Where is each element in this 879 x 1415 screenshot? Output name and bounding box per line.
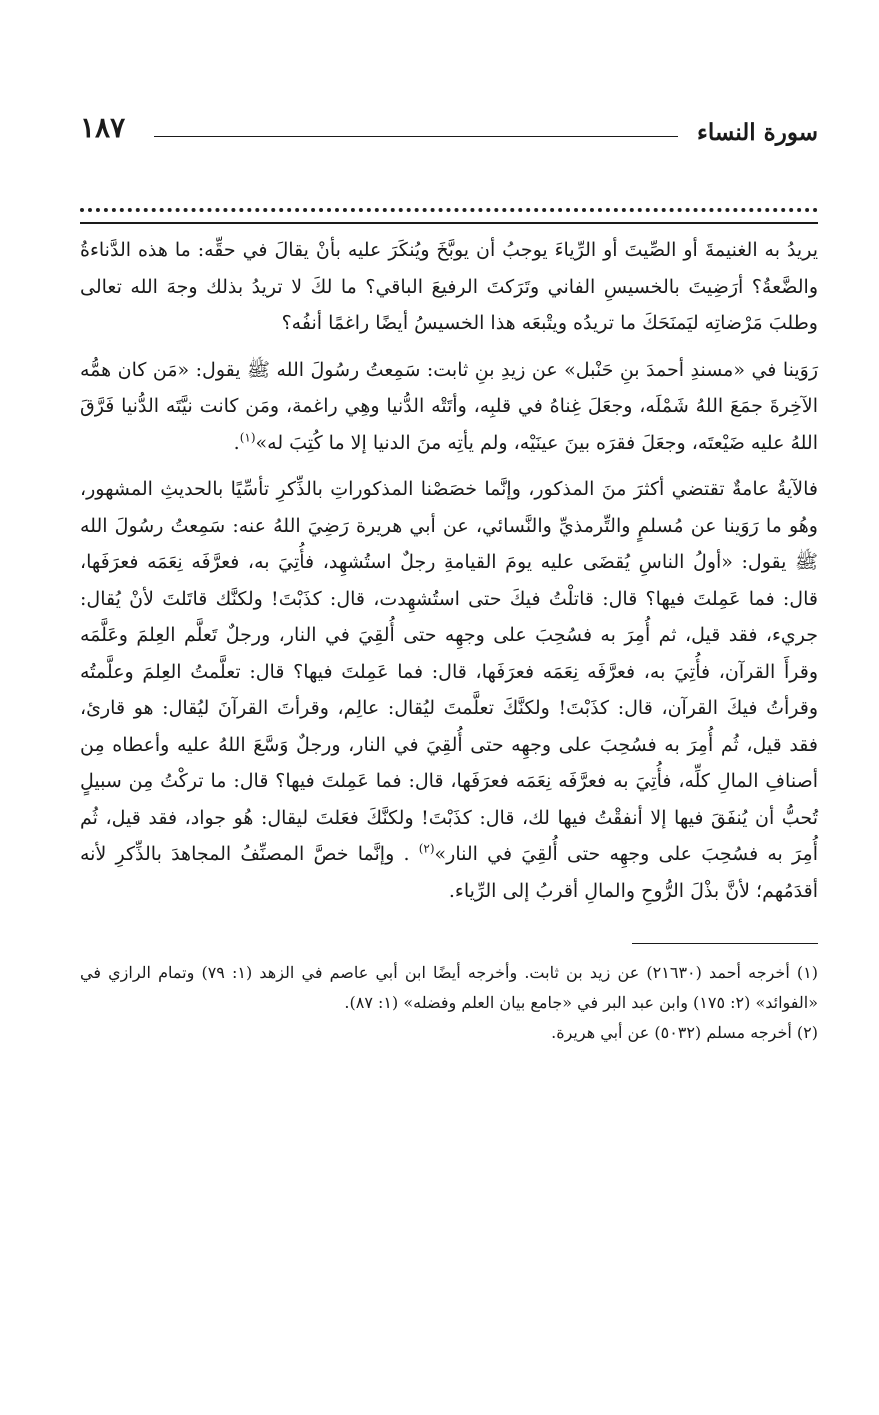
paragraph: رَوَينا في «مسندِ أحمدَ بنِ حَنْبل» عن زيدِ بنِ ثابت: سَمِعتُ رسُولَ الله ﷺ يقول: «مَن كان همُّه الآخِرةَ جمَعَ اللهُ شَمْلَه، وجعَلَ غِناهُ في قلبِه، وأتَتْه الدُّنيا وهِي راغمة، ومَن كانت نيَّتَه الدُّنيا فَرَّقَ اللهُ عليه ضَيْعتَه، وجعَلَ فقرَه بينَ عينَيْه، ولم يأتِه منَ الدنيا إلا ما كُتِبَ له»$^{(١)}$. [80, 358, 818, 454]
footnote: (١) أخرجه أحمد (٢١٦٣٠) عن زيد بن ثابت. وأخرجه أيضًا ابن أبي عاصم في الزهد (١: ٧٩) وتمام الرازي في «الفوائد» (٢: ١٧٥) وابن عبد البر في «جامع بيان العلم وفضله» (١: ٨٧). [80, 963, 818, 1012]
surah-title: سورة النساء [697, 119, 818, 146]
text-separator-rule [80, 222, 818, 224]
book-page [80, 108, 818, 1048]
footnote-ref[interactable]: (١) [239, 430, 256, 445]
footnote-separator [632, 943, 818, 944]
paragraph [80, 471, 818, 909]
paragraph-text: يريدُ به الغنيمةَ أو الصِّيتَ أو الرِّياءَ يوجبُ أن يوبَّخَ ويُنكَرَ عليه بأنْ يقالَ في حقِّه: ما هذه الدَّناءةُ والضَّعةُ؟ أرَضِيتَ بالخسيسِ الفاني وتَرَكتَ الرفيعَ الباقي؟ ما لكَ لا تريدُ بذلك وجهَ الله تعالى وطلبَ مَرْضاتِه ليَمنَحَكَ ما تريدُه ويتْبعَه هذا الخسيسُ أيضًا راغمًا أنفُه؟ [80, 239, 818, 334]
page-number: ١٨٧ [80, 111, 126, 144]
header-rule [154, 136, 678, 137]
footnote-ref[interactable]: (٢) [418, 841, 435, 856]
dotted-separator [80, 198, 818, 212]
running-header [80, 108, 818, 152]
footnote: (٢) أخرجه مسلم (٥٠٣٢) عن أبي هريرة. [551, 1023, 818, 1042]
paragraph-text: فالآيةُ عامةٌ تقتضي أكثرَ منَ المذكور، وإنَّما خصَصْنا المذكوراتِ بالذِّكرِ تأسِّيًا بالحديثِ المشهور، وهُو ما رَوَينا عن مُسلمٍ والتِّرمذيِّ والنَّسائي، عن أبي هريرة رَضِيَ اللهُ عنه: سَمِعتُ رسُولَ الله ﷺ يقول: «أولُ الناسِ يُقضَى عليه يومَ القيامةِ رجلٌ استُشهِد، فأُتِيَ به، فعرَّفَه نِعَمَه فعرَفَها، قال: فما عَمِلتَ فيها؟ قال: قاتلْتُ فيكَ حتى استُشهِدت، قال: كذَبْتَ! ولكنَّك قاتَلتَ لأنْ يُقال: جريء، فقد قيل، ثم أُمِرَ به فسُحِبَ على وجهِه حتى أُلقِيَ في النار، ورجلٌ تَعلَّم العِلمَ وعَلَّمَه وقرأَ القرآن، فأُتِيَ به، فعرَّفَه نِعَمَه فعرَفَها، قال: فما عَمِلتَ فيها؟ قال: تعلَّمتُ العِلمَ وعلَّمتُه وقرأتُ فيكَ القرآن، قال: كذَبْتَ! ولكنَّكَ تعلَّمتَ ليُقال: عالِم، وقرأتَ القرآنَ ليُقال: هو قارئ، فقد قيل، ثُم أُمِرَ به فسُحِبَ على وجهِه حتى أُلقِيَ في النار، ورجلٌ وَسَّعَ اللهُ عليه وأعطاه مِن أصنافِ المالِ كلِّه، فأُتِيَ به فعرَّفَه نِعَمَه فعرَفَها، قال: فما عَمِلتَ فيها؟ قال: ما تركْتُ مِن سبيلٍ تُحبُّ أن يُنفَقَ فيها إلا أنفقْتُ فيها لك، قال: كذَبْتَ! ولكنَّكَ فعَلتَ ليقال: هُو جواد، فقد قيل، ثُم أُمِرَ به فسُحِبَ على وجهِه حتى أُلقِيَ في النار» [80, 478, 818, 865]
main-text [80, 232, 818, 909]
paragraph-text: . وإنَّما خصَّ المصنِّفُ المجاهدَ بالذِّكرِ لأنه أقدَمُهم؛ لأنَّ بذْلَ الرُّوحِ والمالِ أقربُ إلى الرِّياء. [80, 843, 818, 902]
paragraph-text: رَوَينا في «مسندِ أحمدَ بنِ حَنْبل» عن زيدِ بنِ ثابت: سَمِعتُ رسُولَ الله ﷺ يقول: «مَن كان همُّه الآخِرةَ جمَعَ اللهُ شَمْلَه، وجعَلَ غِناهُ في قلبِه، وأتَتْه الدُّنيا وهِي راغمة، ومَن كانت نيَّتَه الدُّنيا فَرَّقَ اللهُ عليه ضَيْعتَه، وجعَلَ فقرَه بينَ عينَيْه، ولم يأتِه منَ الدنيا إلا ما كُتِبَ له» [80, 358, 818, 454]
paragraph [80, 232, 818, 342]
footnotes [80, 958, 818, 1048]
